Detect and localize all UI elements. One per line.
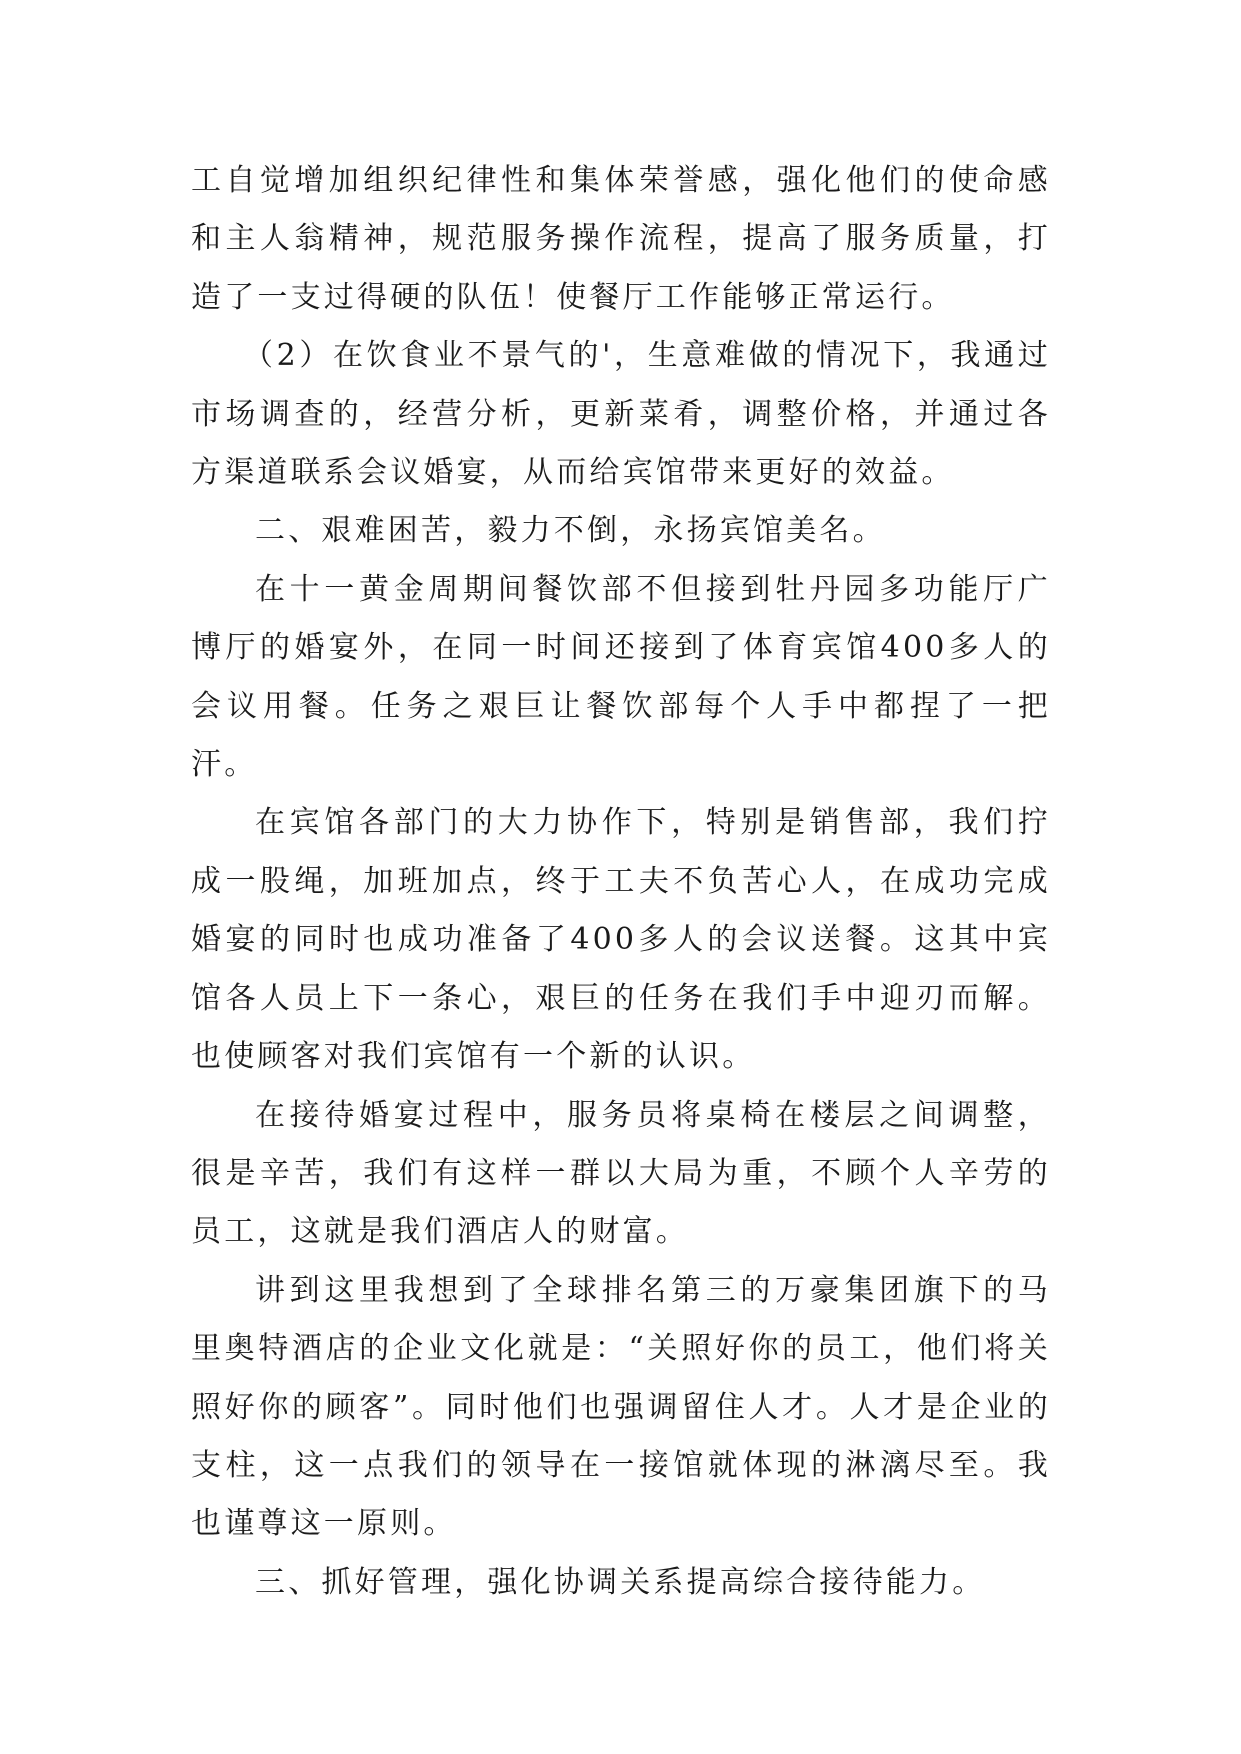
paragraph-continuation: 工自觉增加组织纪律性和集体荣誉感，强化他们的使命感和主人翁精神，规范服务操作流程，提高了服务质量，打造了一支过得硬的队伍！使餐厅工作能够正常运行。 xyxy=(191,163,1051,315)
section-heading-2: 二、艰难困苦，毅力不倒，永扬宾馆美名。 xyxy=(255,513,886,549)
document-body xyxy=(191,152,1051,1612)
section-heading-3: 三、抓好管理，强化协调关系提高综合接待能力。 xyxy=(255,1564,986,1600)
paragraph-marriott-culture: 讲到这里我想到了全球排名第三的万豪集团旗下的马里奥特酒店的企业文化就是：“关照好你的员工，他们将关照好你的顾客”。同时他们也强调留住人才。人才是企业的支柱，这一点我们的领导在一接馆就体现的淋漓尽至。我也谨尊这一原则。 xyxy=(191,1272,1051,1542)
paragraph-golden-week: 在十一黄金周期间餐饮部不但接到牡丹园多功能厅广博厅的婚宴外，在同一时间还接到了体育宾馆400多人的会议用餐。任务之艰巨让餐饮部每个人手中都捏了一把汗。 xyxy=(191,571,1051,783)
paragraph-wedding-reception: 在接待婚宴过程中，服务员将桌椅在楼层之间调整，很是辛苦，我们有这样一群以大局为重，不顾个人辛劳的员工，这就是我们酒店人的财富。 xyxy=(191,1097,1051,1250)
paragraph-item-2: （2）在饮食业不景气的'，生意难做的情况下，我通过市场调查的，经营分析，更新菜肴，调整价格，并通过各方渠道联系会议婚宴，从而给宾馆带来更好的效益。 xyxy=(191,338,1051,491)
paragraph-cooperation: 在宾馆各部门的大力协作下，特别是销售部，我们拧成一股绳，加班加点，终于工夫不负苦心人，在成功完成婚宴的同时也成功准备了400多人的会议送餐。这其中宾馆各人员上下一条心，艰巨的任务在我们手中迎刃而解。也使顾客对我们宾馆有一个新的认识。 xyxy=(191,805,1051,1075)
